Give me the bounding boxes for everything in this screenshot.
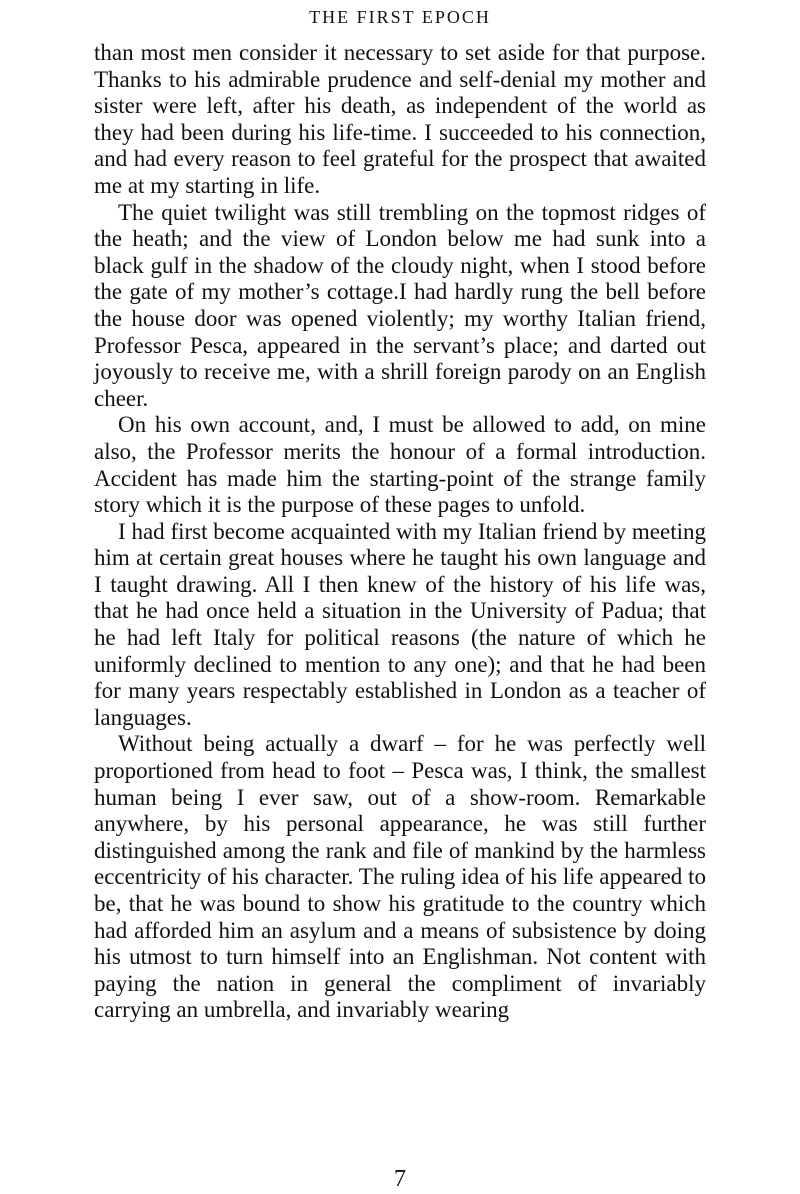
paragraph-acquaintance: I had first become acquainted with my Italian friend by meeting him at certain great houses where he taught his own language and I taught drawing. All I then knew of the history of his life was, that he had once held a situation in the University of Padua; that he had left Italy for political reasons (the nature of which he uniformly declined to mention to any one); and that he had been for many years respectably established in London as a teacher of languages. (94, 518, 706, 730)
page-number: 7 (394, 1166, 406, 1192)
paragraph-pesca-description: Without being actually a dwarf – for he was perfectly well proportioned from head to foot – Pesca was, I think, the smallest human being I ever saw, out of a show-room. Remarkable anywhere, by his personal appearance, he was still further distinguished among the rank and file of mankind by the harmless eccentricity of his character. The ruling idea of his life appeared to be, that he was bound to show his gratitude to the country which had afforded him an asylum and a means of subsistence by doing his utmost to turn himself into an Englishman. Not content with paying the nation in general the compliment of invariably carrying an umbrella, and invariably wearing (94, 731, 706, 1023)
running-head: THE FIRST EPOCH (309, 7, 491, 27)
paragraph-continuation: than most men consider it necessary to set aside for that purpose. Thanks to his admirable prudence and self-denial my mother and sister were left, after his death, as independent of the world as they had been during his life-time. I succeeded to his connection, and had every reason to feel grateful for the prospect that awaited me at my starting in life. (94, 40, 706, 198)
paragraph-introduction: On his own account, and, I must be allowed to add, on mine also, the Professor merits the honour of a formal introduction. Accident has made him the starting-point of the strange family story which it is the purpose of these pages to unfold. (94, 412, 706, 518)
body-text (94, 40, 706, 1024)
paragraph-twilight: The quiet twilight was still trembling on the topmost ridges of the heath; and the view of London below me had sunk into a black gulf in the shadow of the cloudy night, when I stood before the gate of my mother’s cottage.I had hardly rung the bell before the house door was opened violently; my worthy Italian friend, Professor Pesca, appeared in the servant’s place; and darted out joyously to receive me, with a shrill foreign parody on an English cheer. (94, 199, 706, 411)
